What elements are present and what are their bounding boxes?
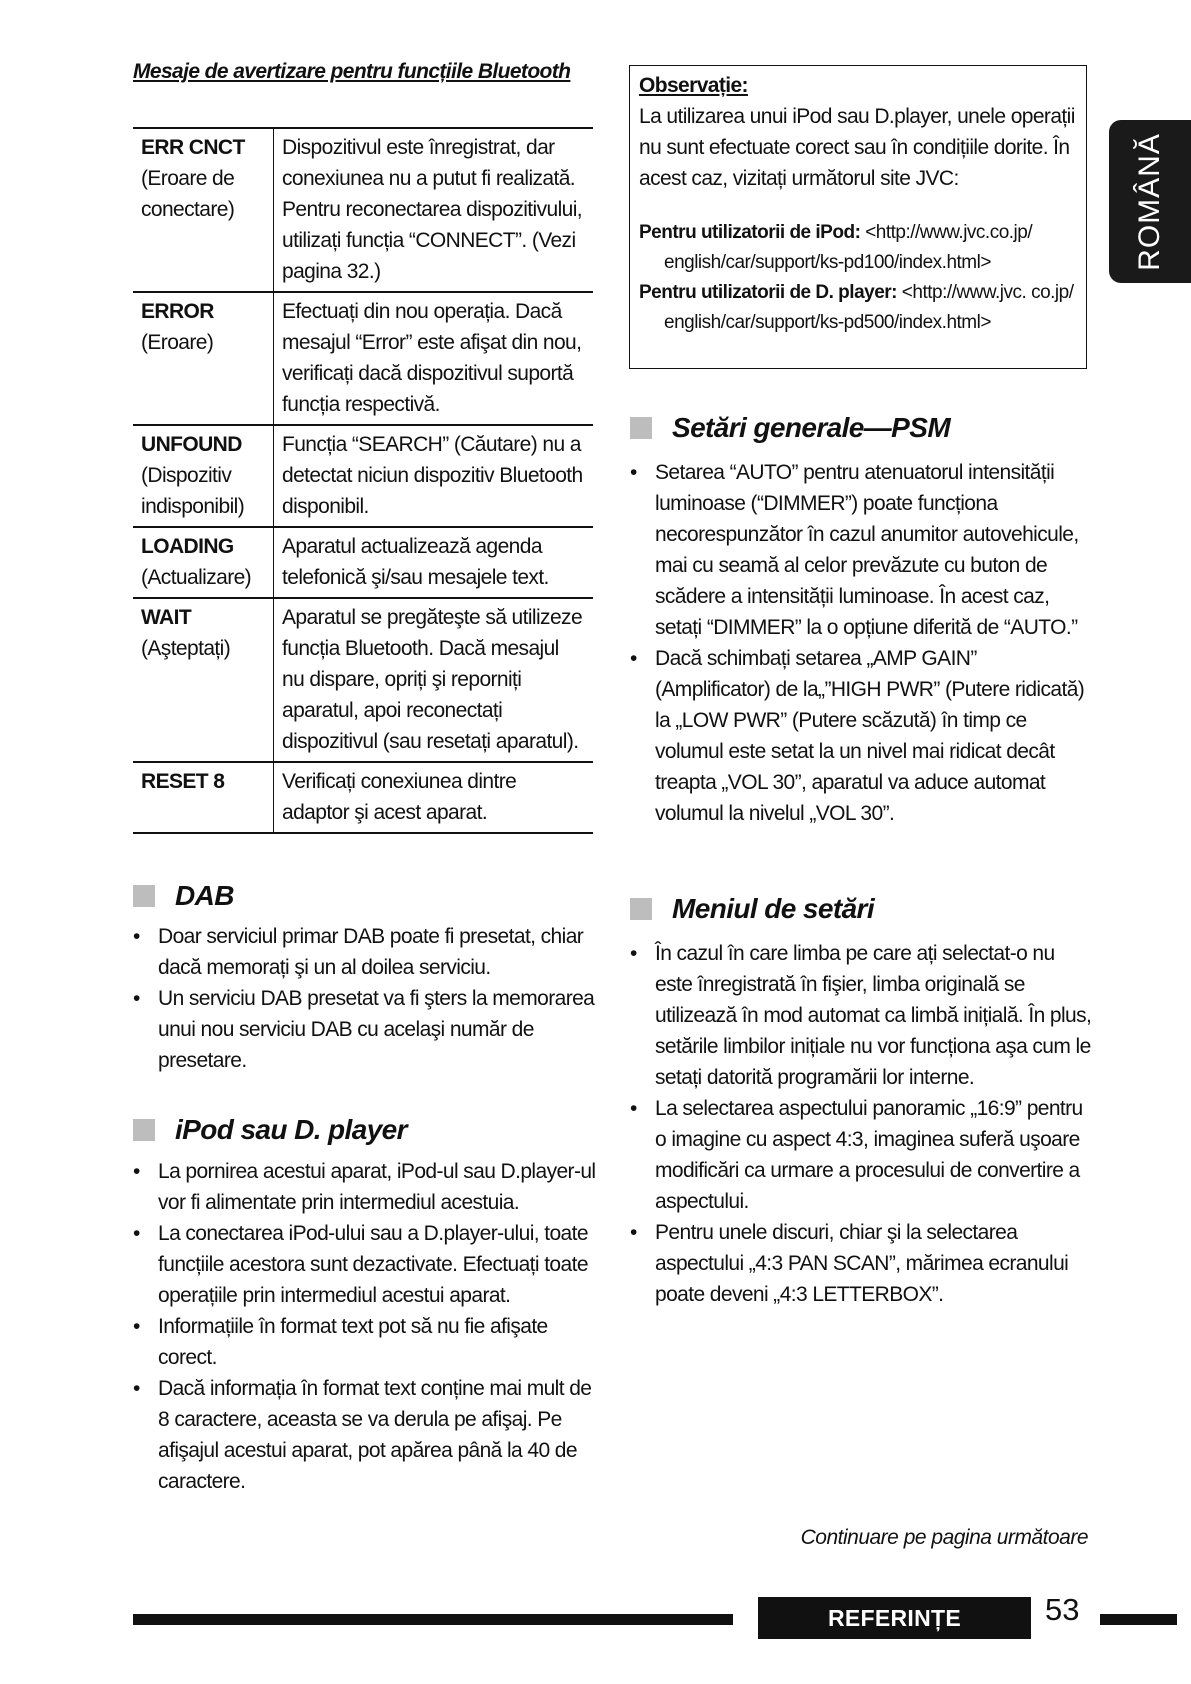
list-item: • În cazul în care limba pe care ați selectat-o nu este înregistrată în fişier, limba originală se utilizează în mod automat ca limbă inițială. În plus, setările limbilor inițiale nu vor funcționa aşa cum le setați datorită programării lor interne. [630, 938, 1095, 1093]
error-code: LOADING [141, 535, 234, 558]
list-item: • Pentru unele discuri, chiar şi la selectarea aspectului „4:3 PAN SCAN”, mărimea ecranului poate deveni „4:3 LETTERBOX”. [630, 1217, 1095, 1310]
table-row [133, 128, 593, 292]
menu-heading [630, 893, 874, 925]
list-item: • Dacă informația în format text conține mai mult de 8 caractere, aceasta se va derula pe afişaj. Pe afişajul acestui aparat, pot apărea până la 40 de caractere. [133, 1373, 598, 1497]
error-code: ERR CNCT [141, 136, 245, 159]
language-label: ROMÂNĂ [1133, 132, 1166, 271]
list-item: • La pornirea acestui aparat, iPod-ul sau D.player-ul vor fi alimentate prin intermediul acestuia. [133, 1156, 598, 1218]
list-item: • Dacă schimbați setarea „AMP GAIN” (Amplificator) de la„”HIGH PWR” (Putere ridicată) la „LOW PWR” (Putere scăzută) în timp ce volumul este setat la un nivel mai ridicat decât treapta „VOL 30”, aparatul va aduce automat volumul la nivelul „VOL 30”. [630, 643, 1095, 829]
error-messages-table [133, 127, 593, 834]
ipod-heading-text: iPod sau D. player [175, 1114, 407, 1145]
error-meaning: (Eroare) [141, 331, 214, 354]
page-number: 53 [1045, 1592, 1080, 1627]
table-row [133, 425, 593, 527]
menu-heading-text: Meniul de setări [672, 893, 875, 924]
table-row [133, 527, 593, 598]
dplayer-support-url: <http://www.jvc. co.jp/ english/car/support/ks-pd500/index.html> [664, 282, 1074, 333]
error-meaning: (Eroare de conectare) [141, 167, 235, 221]
code-cell [133, 598, 274, 762]
section-square-icon [133, 885, 155, 907]
code-cell [133, 425, 274, 527]
list-item: • Un serviciu DAB presetat va fi şters la memorarea unui nou serviciu DAB cu acelaşi număr de presetare. [133, 983, 598, 1076]
ipod-users-line [639, 218, 1077, 278]
description-cell: Verificați conexiunea dintre adaptor şi acest aparat. [274, 762, 594, 833]
error-code: WAIT [141, 606, 192, 629]
code-cell [133, 128, 274, 292]
list-item: • Doar serviciul primar DAB poate fi presetat, chiar dacă memorați şi un al doilea serviciu. [133, 921, 598, 983]
error-meaning: (Actualizare) [141, 566, 252, 589]
footer-rule-right [1100, 1614, 1177, 1625]
code-cell [133, 762, 274, 833]
section-square-icon [133, 1119, 155, 1141]
psm-list [630, 457, 1095, 829]
description-cell: Efectuați din nou operația. Dacă mesajul “Error” este afişat din nou, verificați dacă dispozitivul suportă funcția respectivă. [274, 292, 594, 425]
observation-box [629, 65, 1087, 369]
description-cell: Aparatul actualizează agenda telefonică şi/sau mesajele text. [274, 527, 594, 598]
description-cell: Dispozitivul este înregistrat, dar conexiunea nu a putut fi realizată. Pentru reconectarea dispozitivului, utilizați funcția “CONNECT”. (Vezi pagina 32.) [274, 128, 594, 292]
table-title: Mesaje de avertizare pentru funcțiile Bluetooth [133, 60, 571, 83]
ipod-heading [133, 1114, 407, 1146]
error-meaning: (Aşteptați) [141, 637, 231, 660]
code-cell [133, 527, 274, 598]
error-code: UNFOUND [141, 433, 242, 456]
note-users [639, 218, 1077, 338]
ipod-list [133, 1156, 598, 1497]
description-cell: Aparatul se pregăteşte să utilizeze funcția Bluetooth. Dacă mesajul nu dispare, opriți şi reporniți aparatul, apoi reconectați dispozitivul (sau resetați aparatul). [274, 598, 594, 762]
list-item: • Setarea “AUTO” pentru atenuatorul intensității luminoase (“DIMMER”) poate funcționa necorespunzător în cazul anumitor autovehicule, mai cu seamă al celor prevăzute cu buton de scădere a intensității luminoase. În acest caz, setați “DIMMER” la o opțiune diferită de “AUTO.” [630, 457, 1095, 643]
list-item: • La conectarea iPod-ului sau a D.player-ului, toate funcțiile acestora sunt dezactivate. Efectuați toate operațiile prin intermediul acestui aparat. [133, 1218, 598, 1311]
psm-heading [630, 412, 950, 444]
table-row [133, 292, 593, 425]
description-cell: Funcția “SEARCH” (Căutare) nu a detectat niciun dispozitiv Bluetooth disponibil. [274, 425, 594, 527]
dplayer-users-label: Pentru utilizatorii de D. player: [639, 282, 897, 303]
dplayer-users-line [639, 278, 1077, 338]
ipod-support-url: <http://www.jvc.co.jp/ english/car/support/ks-pd100/index.html> [664, 222, 1033, 273]
table-row [133, 762, 593, 833]
table-row [133, 598, 593, 762]
menu-list [630, 938, 1095, 1310]
dab-heading [133, 880, 234, 912]
error-code: ERROR [141, 300, 214, 323]
list-item: • La selectarea aspectului panoramic „16:9” pentru o imagine cu aspect 4:3, imaginea suferă uşoare modificări ca urmare a procesului de convertire a aspectului. [630, 1093, 1095, 1217]
footer-section-label: REFERINȚE [758, 1597, 1031, 1639]
language-tab [1109, 120, 1191, 283]
section-square-icon [630, 898, 652, 920]
code-cell [133, 292, 274, 425]
psm-heading-text: Setări generale—PSM [672, 412, 951, 443]
error-meaning: (Dispozitiv indisponibil) [141, 464, 245, 518]
section-square-icon [630, 417, 652, 439]
dab-heading-text: DAB [175, 880, 234, 911]
error-code: RESET 8 [141, 770, 225, 793]
list-item: • Informațiile în format text pot să nu fie afişate corect. [133, 1311, 598, 1373]
note-body: La utilizarea unui iPod sau D.player, unele operații nu sunt efectuate corect sau în condițiile dorite. În acest caz, vizitați următorul site JVC: [639, 105, 1075, 190]
footer-rule-left [133, 1614, 733, 1625]
continue-note: Continuare pe pagina următoare [800, 1526, 1088, 1549]
dab-list [133, 921, 598, 1076]
note-title: Observație: [639, 74, 748, 97]
ipod-users-label: Pentru utilizatorii de iPod: [639, 222, 861, 243]
